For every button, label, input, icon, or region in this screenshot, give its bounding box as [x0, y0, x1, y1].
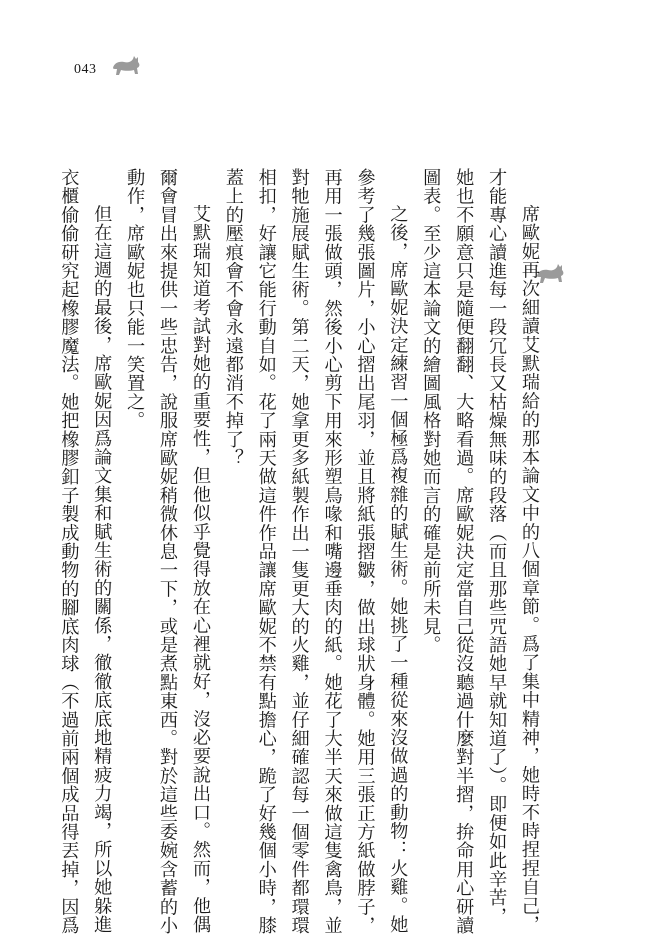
- page-number: 043: [74, 62, 97, 77]
- text-line: 相扣，好讓它能行動自如。花了兩天做這件作品讓席歐妮不禁有點擔心，跪了好幾個小時，膝: [255, 168, 277, 935]
- text-line: 之後，席歐妮決定練習一個極爲複雜的賦生術。她挑了一種從來沒做過的動物：火雞。她: [387, 204, 409, 934]
- text-line: 參考了幾張圖片，小心摺出尾羽，並且將紙張摺皺，做出球狀身體。她用三張正方紙做脖子，: [354, 168, 376, 935]
- text-line: 圖表。至少這本論文的繪圖風格對她而言的確是前所未見。: [420, 168, 442, 655]
- vertical-text-body: [51, 168, 545, 935]
- text-line: 蓋上的壓痕會不會永遠都消不掉了？: [222, 168, 244, 468]
- text-line: 動作，席歐妮也只能一笑置之。: [124, 168, 146, 430]
- text-line: 她也不願意只是隨便翻翻、大略看過。席歐妮決定當自己從沒聽過什麼對半摺，拚命用心研讀: [453, 168, 475, 935]
- text-line: 衣櫃偷偷研究起橡膠魔法。她把橡膠釦子製成動物的腳底肉球（不過前兩個成品得丟掉，因爲: [58, 168, 80, 935]
- text-line: 爾會冒出來提供一些忠告，說服席歐妮稍微休息一下，或是煮點東西。對於這些委婉含蓄的小: [157, 168, 179, 935]
- cat-silhouette-icon: [110, 54, 142, 78]
- text-line: 席歐妮再次細讀艾默瑞給的那本論文中的八個章節。爲了集中精神，她時不時捏捏自己，: [519, 204, 540, 934]
- text-line: 但在這週的最後，席歐妮因爲論文集和賦生術的關係，徹徹底底地精疲力竭，所以她躲進: [91, 204, 113, 934]
- text-line: 才能專心讀進每一段冗長又枯燥無味的段落（而且那些咒語她早就知道了）。即便如此辛苦，: [486, 168, 508, 926]
- text-line: 對牠施展賦生術。第二天，她拿更多紙製作出一隻更大的火雞，並仔細確認每一個零件都環環: [288, 168, 310, 935]
- text-line: 再用一張做頭，然後小心剪下用來形塑鳥喙和嘴邊垂肉的紙。她花了大半天來做這隻禽鳥，並: [321, 168, 343, 935]
- text-line: 艾默瑞知道考試對她的重要性，但他似乎覺得放在心裡就好，沒必要說出口。然而，他偶: [189, 204, 211, 934]
